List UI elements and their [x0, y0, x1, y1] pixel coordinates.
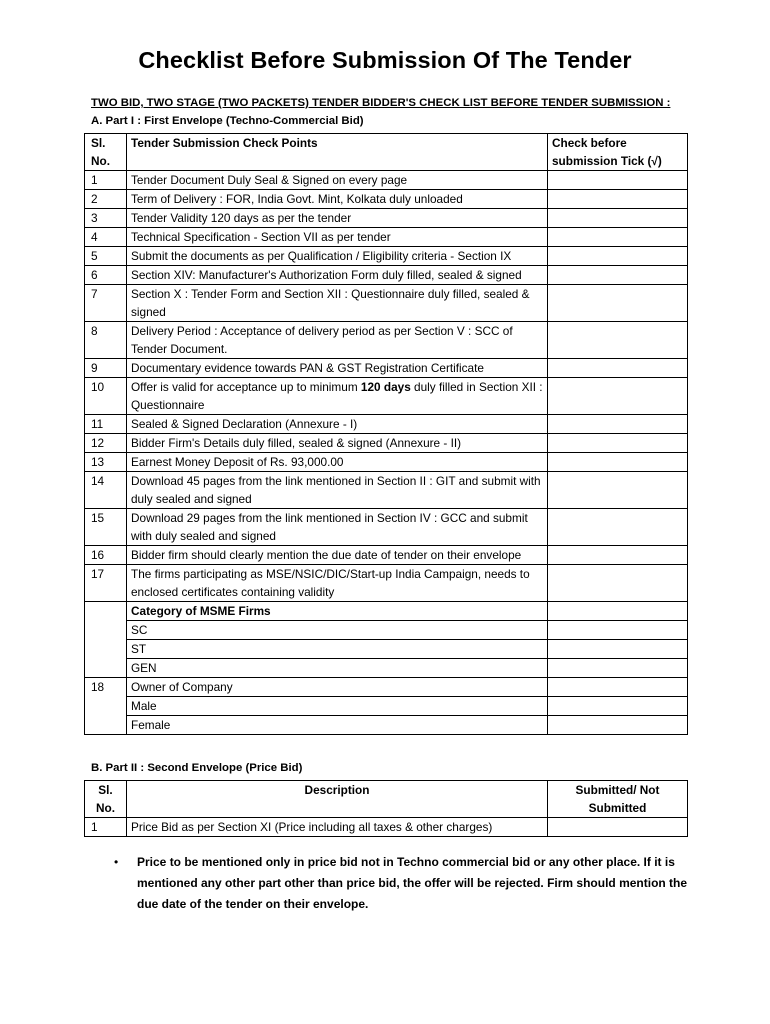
checklist-subtitle: TWO BID, TWO STAGE (TWO PACKETS) TENDER BIDDER'S CHECK LIST BEFORE TENDER SUBMISSION :: [91, 97, 671, 109]
table-row: [85, 621, 688, 640]
tick-cell[interactable]: [548, 453, 688, 472]
tick-cell[interactable]: [548, 509, 688, 546]
sl-header: Sl. No.: [85, 134, 127, 171]
table-row: [85, 266, 688, 285]
tick-cell[interactable]: [548, 228, 688, 247]
sl-cell: 18: [85, 678, 127, 697]
submitted-cell[interactable]: [548, 818, 688, 837]
table-row: [85, 434, 688, 453]
check-point-cell: Bidder Firm's Details duly filled, sealed & signed (Annexure - II): [127, 434, 548, 453]
table-row: [85, 659, 688, 678]
sl-cell: 13: [85, 453, 127, 472]
sl-cell: 7: [85, 285, 127, 322]
table-header-row: [85, 781, 688, 818]
sl-cell: 8: [85, 322, 127, 359]
msme-category-item: GEN: [127, 659, 548, 678]
owner-gender-item: Female: [127, 716, 548, 735]
part2-price-bid-table: [84, 780, 688, 837]
check-point-cell: Earnest Money Deposit of Rs. 93,000.00: [127, 453, 548, 472]
table-row: [85, 453, 688, 472]
tick-cell[interactable]: [548, 546, 688, 565]
check-point-cell: The firms participating as MSE/NSIC/DIC/Start-up India Campaign, needs to enclosed certificates containing validity: [127, 565, 548, 602]
check-point-cell: Submit the documents as per Qualification / Eligibility criteria - Section IX: [127, 247, 548, 266]
check-point-cell: Offer is valid for acceptance up to minimum 120 days duly filled in Section XII : Questionnaire: [127, 378, 548, 415]
table-row: [85, 472, 688, 509]
check-point-cell: Technical Specification - Section VII as per tender: [127, 228, 548, 247]
tick-cell[interactable]: [548, 322, 688, 359]
description-cell: Price Bid as per Section XI (Price including all taxes & other charges): [127, 818, 548, 837]
price-bid-note: Price to be mentioned only in price bid not in Techno commercial bid or any other place. If it is mentioned any other part other than price bid, the offer will be rejected. Firm should mention the due date of the tender on their envelope.: [137, 855, 688, 911]
table-row: [85, 322, 688, 359]
table-row: [85, 171, 688, 190]
table-row: [85, 378, 688, 415]
sl-header: Sl. No.: [85, 781, 127, 818]
tick-cell[interactable]: [548, 472, 688, 509]
sl-cell: 4: [85, 228, 127, 247]
table-row: [85, 565, 688, 602]
tick-cell[interactable]: [548, 697, 688, 716]
msme-category-item: ST: [127, 640, 548, 659]
sl-cell: 17: [85, 565, 127, 602]
table-header-row: [85, 134, 688, 171]
table-row: [85, 640, 688, 659]
check-point-cell: Section XIV: Manufacturer's Authorization Form duly filled, sealed & signed: [127, 266, 548, 285]
tick-header: Check before submission Tick (√): [548, 134, 688, 171]
sl-cell: 3: [85, 209, 127, 228]
check-point-cell: Sealed & Signed Declaration (Annexure - I): [127, 415, 548, 434]
table-row: [85, 678, 688, 697]
check-point-cell: Tender Validity 120 days as per the tender: [127, 209, 548, 228]
owner-gender-item: Male: [127, 697, 548, 716]
table-row: [85, 190, 688, 209]
table-row: [85, 509, 688, 546]
table-row: [85, 818, 688, 837]
tick-cell[interactable]: [548, 434, 688, 453]
check-points-header: Tender Submission Check Points: [127, 134, 548, 171]
sl-cell: 12: [85, 434, 127, 453]
owner-of-company-label: Owner of Company: [127, 678, 548, 697]
table-row: [85, 228, 688, 247]
check-point-cell: Delivery Period : Acceptance of delivery period as per Section V : SCC of Tender Document.: [127, 322, 548, 359]
sl-cell: 6: [85, 266, 127, 285]
tick-cell[interactable]: [548, 716, 688, 735]
table-row: [85, 602, 688, 621]
tick-cell[interactable]: [548, 190, 688, 209]
tick-cell[interactable]: [548, 285, 688, 322]
msme-category-item: SC: [127, 621, 548, 640]
table-row: [85, 209, 688, 228]
tick-cell[interactable]: [548, 209, 688, 228]
tick-cell[interactable]: [548, 640, 688, 659]
sl-cell: 2: [85, 190, 127, 209]
sl-cell: 9: [85, 359, 127, 378]
table-row: [85, 359, 688, 378]
tick-cell[interactable]: [548, 678, 688, 697]
tick-cell[interactable]: [548, 171, 688, 190]
check-point-cell: Tender Document Duly Seal & Signed on every page: [127, 171, 548, 190]
sl-cell: 1: [85, 171, 127, 190]
part1-checklist-table: [84, 133, 688, 735]
tick-cell[interactable]: [548, 565, 688, 602]
msme-category-heading: Category of MSME Firms: [127, 602, 548, 621]
check-point-cell: Download 45 pages from the link mentioned in Section II : GIT and submit with duly sealed and signed: [127, 472, 548, 509]
table-row: [85, 285, 688, 322]
tick-cell[interactable]: [548, 266, 688, 285]
tick-cell[interactable]: [548, 621, 688, 640]
part1-heading: A. Part I : First Envelope (Techno-Commercial Bid): [91, 115, 364, 127]
check-point-cell: Section X : Tender Form and Section XII : Questionnaire duly filled, sealed & signed: [127, 285, 548, 322]
check-point-cell: Term of Delivery : FOR, India Govt. Mint, Kolkata duly unloaded: [127, 190, 548, 209]
sl-cell: 5: [85, 247, 127, 266]
check-point-cell: Bidder firm should clearly mention the due date of tender on their envelope: [127, 546, 548, 565]
table-row: [85, 546, 688, 565]
description-header: Description: [127, 781, 548, 818]
table-row: [85, 247, 688, 266]
part2-heading: B. Part II : Second Envelope (Price Bid): [91, 762, 303, 774]
table-row: [85, 415, 688, 434]
tick-cell[interactable]: [548, 415, 688, 434]
sl-cell: 14: [85, 472, 127, 509]
tick-cell[interactable]: [548, 247, 688, 266]
bullet-icon: •: [114, 855, 119, 869]
table-row: [85, 697, 688, 716]
sl-cell: 10: [85, 378, 127, 415]
tick-cell[interactable]: [548, 378, 688, 415]
submitted-header: Submitted/ Not Submitted: [548, 781, 688, 818]
sl-cell: 15: [85, 509, 127, 546]
sl-cell: 16: [85, 546, 127, 565]
check-point-cell: Documentary evidence towards PAN & GST Registration Certificate: [127, 359, 548, 378]
check-point-cell: Download 29 pages from the link mentioned in Section IV : GCC and submit with duly sealed and signed: [127, 509, 548, 546]
tick-cell[interactable]: [548, 602, 688, 621]
sl-cell: 1: [85, 818, 127, 837]
sl-cell: 11: [85, 415, 127, 434]
table-row: [85, 716, 688, 735]
tick-cell[interactable]: [548, 659, 688, 678]
page-title: Checklist Before Submission Of The Tender: [138, 47, 632, 73]
tick-cell[interactable]: [548, 359, 688, 378]
